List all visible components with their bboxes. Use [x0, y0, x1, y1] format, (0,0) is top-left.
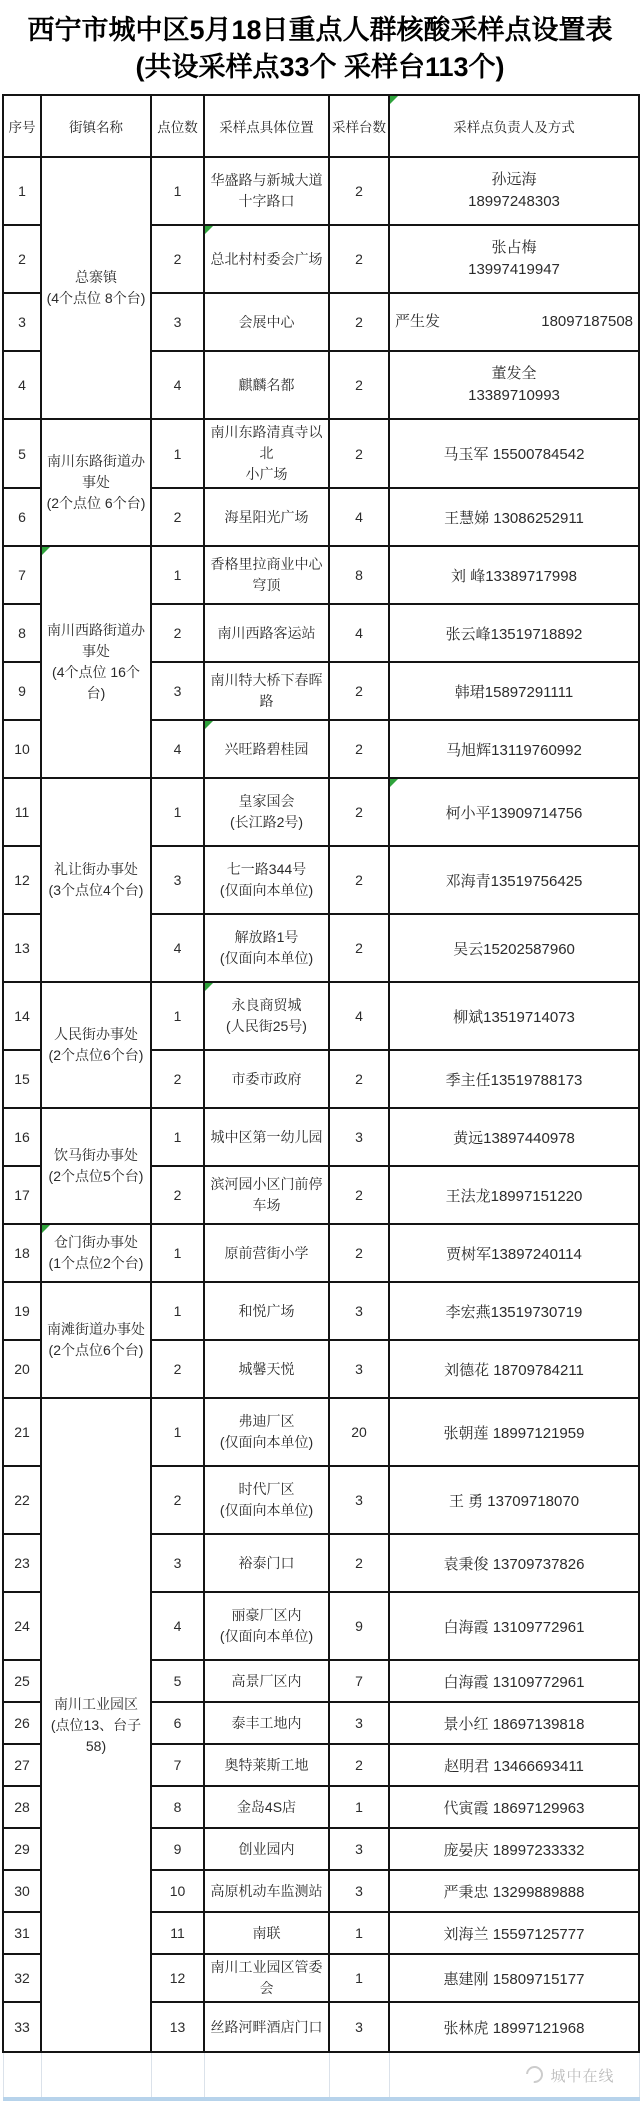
location-cell — [204, 604, 329, 662]
header-row — [3, 95, 639, 157]
point-number-cell: 1 — [151, 1398, 204, 1466]
location-line: (长江路2号) — [229, 814, 304, 830]
point-number-cell: 1 — [151, 157, 204, 225]
street-group-cell — [41, 1224, 151, 1282]
table-row — [3, 982, 639, 1050]
location-cell — [204, 1592, 329, 1660]
location-cell — [204, 293, 329, 351]
location-line: 解放路1号 — [234, 929, 299, 945]
location-line: 海星阳光广场 — [224, 508, 309, 525]
location-line: 南川西路客运站 — [217, 624, 316, 641]
stations-cell: 2 — [329, 1224, 389, 1282]
stations-cell: 3 — [329, 1282, 389, 1340]
street-summary: (2个点位6个台) — [48, 1047, 144, 1063]
location-line: 和悦广场 — [238, 1302, 295, 1319]
column-header: 点位数 — [151, 95, 204, 157]
location-line: 皇家国会 — [238, 793, 295, 809]
table-row — [3, 1282, 639, 1340]
location-cell — [204, 720, 329, 778]
contact-cell: 刘德花 18709784211 — [389, 1340, 639, 1398]
contact-cell: 贾树军13897240114 — [389, 1224, 639, 1282]
contact-line: 18997248303 — [468, 193, 560, 210]
location-cell — [204, 1340, 329, 1398]
location-cell — [204, 488, 329, 546]
location-line: 兴旺路碧桂园 — [224, 740, 309, 757]
street-name: 南川工业园区 — [54, 1695, 138, 1712]
contact-cell — [389, 157, 639, 225]
stations-cell: 3 — [329, 1108, 389, 1166]
stations-cell: 3 — [329, 1702, 389, 1744]
street-summary: (2个点位6个台) — [48, 1342, 144, 1358]
seq-cell: 13 — [3, 914, 41, 982]
seq-cell: 23 — [3, 1534, 41, 1592]
stations-cell: 1 — [329, 1954, 389, 2002]
stations-cell: 2 — [329, 351, 389, 419]
contact-cell: 吴云15202587960 — [389, 914, 639, 982]
location-line: (仅面向本单位) — [219, 950, 314, 966]
street-summary: (4个点位 8个台) — [46, 290, 146, 306]
point-number-cell: 1 — [151, 1108, 204, 1166]
location-cell — [204, 1282, 329, 1340]
point-number-cell: 5 — [151, 1660, 204, 1702]
location-cell — [204, 1912, 329, 1954]
point-number-cell: 2 — [151, 1466, 204, 1534]
street-summary: (4个点位 16个台) — [52, 664, 140, 701]
location-line: 小广场 — [245, 466, 288, 482]
point-number-cell: 1 — [151, 1224, 204, 1282]
table-row — [3, 546, 639, 604]
column-header: 采样点具体位置 — [204, 95, 329, 157]
stations-cell: 4 — [329, 488, 389, 546]
street-group-cell — [41, 982, 151, 1108]
contact-cell: 刘 峰13389717998 — [389, 546, 639, 604]
contact-cell: 代寅霞 18697129963 — [389, 1786, 639, 1828]
contact-cell: 袁秉俊 13709737826 — [389, 1534, 639, 1592]
stations-cell: 2 — [329, 1534, 389, 1592]
title-line-2: (共设采样点33个 采样台113个) — [135, 52, 505, 82]
street-group-cell — [41, 1398, 151, 2052]
location-cell — [204, 982, 329, 1050]
point-number-cell: 4 — [151, 914, 204, 982]
contact-part: 严生发 — [395, 313, 441, 330]
seq-cell: 8 — [3, 604, 41, 662]
location-line: 南川特大桥下春晖路 — [210, 672, 323, 709]
street-summary: (3个点位4个台) — [48, 882, 144, 898]
seq-cell: 31 — [3, 1912, 41, 1954]
point-number-cell: 2 — [151, 1166, 204, 1224]
stations-cell: 20 — [329, 1398, 389, 1466]
title-line-1: 西宁市城中区5月18日重点人群核酸采样点设置表 — [27, 15, 613, 45]
location-line: 香格里拉商业中心穹顶 — [210, 556, 323, 593]
contact-cell: 白海霞 13109772961 — [389, 1660, 639, 1702]
location-cell — [204, 1828, 329, 1870]
street-group-cell — [41, 546, 151, 778]
footer-cell — [204, 2052, 329, 2099]
location-line: 南川东路清真寺以北 — [210, 424, 323, 461]
stations-cell: 8 — [329, 546, 389, 604]
point-number-cell: 2 — [151, 604, 204, 662]
column-header: 街镇名称 — [41, 95, 151, 157]
contact-line: 13389710993 — [468, 387, 560, 404]
point-number-cell: 2 — [151, 225, 204, 293]
location-cell — [204, 1050, 329, 1108]
street-name: 南川东路街道办事处 — [47, 453, 145, 490]
location-line: 高景厂区内 — [231, 1672, 302, 1689]
table-row — [3, 419, 639, 488]
point-number-cell: 4 — [151, 720, 204, 778]
contact-cell: 李宏燕13519730719 — [389, 1282, 639, 1340]
location-cell — [204, 419, 329, 488]
column-header: 采样台数 — [329, 95, 389, 157]
contact-cell: 柯小平13909714756 — [389, 778, 639, 846]
location-cell — [204, 2002, 329, 2052]
stations-cell: 4 — [329, 982, 389, 1050]
seq-cell: 9 — [3, 662, 41, 720]
location-line: 永良商贸城 — [231, 997, 302, 1013]
point-number-cell: 1 — [151, 1282, 204, 1340]
location-line: 南联 — [252, 1924, 281, 1941]
location-line: 丝路河畔酒店门口 — [210, 2018, 323, 2035]
point-number-cell: 10 — [151, 1870, 204, 1912]
location-line: (人民街25号) — [226, 1018, 307, 1034]
street-name: 南滩街道办事处 — [47, 1321, 145, 1337]
seq-cell: 11 — [3, 778, 41, 846]
contact-cell: 张林虎 18997121968 — [389, 2002, 639, 2052]
column-header: 采样点负责人及方式 — [389, 95, 639, 157]
seq-cell: 1 — [3, 157, 41, 225]
street-name: 仓门街办事处 — [54, 1234, 138, 1250]
seq-cell: 22 — [3, 1466, 41, 1534]
stations-cell: 9 — [329, 1592, 389, 1660]
point-number-cell: 4 — [151, 351, 204, 419]
contact-spread — [392, 311, 636, 333]
table-row — [3, 1398, 639, 1466]
location-cell — [204, 1466, 329, 1534]
seq-cell: 32 — [3, 1954, 41, 2002]
stations-cell: 3 — [329, 2002, 389, 2052]
street-summary: (2个点位5个台) — [48, 1168, 144, 1184]
location-line: 时代厂区 — [238, 1481, 295, 1497]
location-cell — [204, 1954, 329, 2002]
table-row — [3, 157, 639, 225]
seq-cell: 12 — [3, 846, 41, 914]
point-number-cell: 13 — [151, 2002, 204, 2052]
seq-cell: 16 — [3, 1108, 41, 1166]
location-line: 总北村村委会广场 — [210, 250, 323, 267]
stations-cell: 4 — [329, 604, 389, 662]
street-name: 南川西路街道办事处 — [47, 622, 145, 659]
street-name: 人民街办事处 — [54, 1026, 138, 1042]
stations-cell: 2 — [329, 914, 389, 982]
seq-cell: 7 — [3, 546, 41, 604]
location-cell — [204, 1224, 329, 1282]
location-cell — [204, 1702, 329, 1744]
street-group-cell — [41, 1282, 151, 1398]
street-summary: (1个点位2个台) — [48, 1255, 144, 1271]
seq-cell: 27 — [3, 1744, 41, 1786]
location-cell — [204, 157, 329, 225]
stations-cell: 1 — [329, 1912, 389, 1954]
stations-cell: 3 — [329, 1828, 389, 1870]
contact-cell: 王 勇 13709718070 — [389, 1466, 639, 1534]
stations-cell: 2 — [329, 293, 389, 351]
stations-cell: 2 — [329, 225, 389, 293]
footer-cell — [151, 2052, 204, 2099]
footer-row — [3, 2052, 639, 2099]
contact-cell — [389, 225, 639, 293]
location-line: 高原机动车监测站 — [210, 1882, 323, 1899]
seq-cell: 29 — [3, 1828, 41, 1870]
location-cell — [204, 546, 329, 604]
seq-cell: 25 — [3, 1660, 41, 1702]
location-cell — [204, 778, 329, 846]
contact-cell: 马玉军 15500784542 — [389, 419, 639, 488]
street-name: 饮马街办事处 — [54, 1147, 138, 1163]
contact-part: 18097187508 — [541, 313, 633, 330]
point-number-cell: 3 — [151, 293, 204, 351]
stations-cell: 2 — [329, 662, 389, 720]
seq-cell: 18 — [3, 1224, 41, 1282]
point-number-cell: 7 — [151, 1744, 204, 1786]
location-line: 弗迪厂区 — [238, 1413, 295, 1429]
seq-cell: 26 — [3, 1702, 41, 1744]
stations-cell: 3 — [329, 1340, 389, 1398]
contact-cell: 赵明君 13466693411 — [389, 1744, 639, 1786]
table-row — [3, 1224, 639, 1282]
street-group-cell — [41, 157, 151, 419]
table-row — [3, 778, 639, 846]
location-cell — [204, 1786, 329, 1828]
location-line: (仅面向本单位) — [219, 1434, 314, 1450]
location-cell — [204, 1166, 329, 1224]
street-name: 总寨镇 — [75, 269, 117, 285]
contact-cell: 严秉忠 13299889888 — [389, 1870, 639, 1912]
stations-cell: 2 — [329, 846, 389, 914]
stations-cell: 2 — [329, 1050, 389, 1108]
contact-line: 董发全 — [491, 365, 537, 382]
point-number-cell: 11 — [151, 1912, 204, 1954]
seq-cell: 21 — [3, 1398, 41, 1466]
location-line: 泰丰工地内 — [231, 1714, 302, 1731]
seq-cell: 28 — [3, 1786, 41, 1828]
seq-cell: 3 — [3, 293, 41, 351]
location-cell — [204, 225, 329, 293]
contact-line: 张占梅 — [491, 239, 537, 256]
page-title — [0, 0, 640, 94]
point-number-cell: 2 — [151, 1050, 204, 1108]
contact-cell: 韩珺15897291111 — [389, 662, 639, 720]
contact-cell: 王法龙18997151220 — [389, 1166, 639, 1224]
point-number-cell: 8 — [151, 1786, 204, 1828]
contact-cell: 张朝莲 18997121959 — [389, 1398, 639, 1466]
location-cell — [204, 351, 329, 419]
point-number-cell: 3 — [151, 846, 204, 914]
column-header: 序号 — [3, 95, 41, 157]
seq-cell: 20 — [3, 1340, 41, 1398]
location-line: (仅面向本单位) — [219, 882, 314, 898]
location-line: 南川工业园区管委会 — [210, 1959, 323, 1996]
footer-cell — [329, 2052, 389, 2099]
location-cell — [204, 1534, 329, 1592]
seq-cell: 24 — [3, 1592, 41, 1660]
contact-cell: 马旭辉13119760992 — [389, 720, 639, 778]
contact-line: 13997419947 — [468, 261, 560, 278]
street-group-cell — [41, 419, 151, 546]
point-number-cell: 1 — [151, 546, 204, 604]
seq-cell: 19 — [3, 1282, 41, 1340]
stations-cell: 1 — [329, 1786, 389, 1828]
location-cell — [204, 662, 329, 720]
point-number-cell: 3 — [151, 662, 204, 720]
contact-cell — [389, 351, 639, 419]
point-number-cell: 1 — [151, 778, 204, 846]
stations-cell: 2 — [329, 778, 389, 846]
location-line: 麒麟名都 — [238, 376, 295, 393]
stations-cell: 2 — [329, 157, 389, 225]
contact-cell: 白海霞 13109772961 — [389, 1592, 639, 1660]
stations-cell: 2 — [329, 1166, 389, 1224]
contact-cell: 柳斌13519714073 — [389, 982, 639, 1050]
seq-cell: 10 — [3, 720, 41, 778]
watermark-text: 城中在线 — [550, 2067, 615, 2085]
contact-cell: 庞晏庆 18997233332 — [389, 1828, 639, 1870]
stations-cell: 2 — [329, 419, 389, 488]
watermark-cell — [389, 2052, 639, 2099]
contact-cell: 季主任13519788173 — [389, 1050, 639, 1108]
watermark-logo-icon — [523, 2062, 547, 2086]
seq-cell: 17 — [3, 1166, 41, 1224]
point-number-cell: 3 — [151, 1534, 204, 1592]
sampling-table — [2, 94, 640, 2101]
point-number-cell: 2 — [151, 488, 204, 546]
seq-cell: 33 — [3, 2002, 41, 2052]
contact-cell — [389, 293, 639, 351]
stations-cell: 3 — [329, 1466, 389, 1534]
location-cell — [204, 846, 329, 914]
stations-cell: 7 — [329, 1660, 389, 1702]
location-line: 市委市政府 — [231, 1070, 302, 1087]
location-line: 原前营街小学 — [224, 1244, 309, 1261]
contact-line: 孙远海 — [491, 171, 537, 188]
location-cell — [204, 1398, 329, 1466]
point-number-cell: 2 — [151, 1340, 204, 1398]
street-summary: (点位13、台子58) — [50, 1716, 142, 1754]
location-line: 金岛4S店 — [236, 1798, 297, 1815]
location-line: 城馨天悦 — [238, 1360, 295, 1377]
street-summary: (2个点位 6个台) — [46, 495, 146, 511]
seq-cell: 5 — [3, 419, 41, 488]
seq-cell: 2 — [3, 225, 41, 293]
contact-cell: 黄远13897440978 — [389, 1108, 639, 1166]
stations-cell: 3 — [329, 1870, 389, 1912]
contact-cell: 惠建刚 15809715177 — [389, 1954, 639, 2002]
point-number-cell: 6 — [151, 1702, 204, 1744]
street-group-cell — [41, 778, 151, 982]
location-cell — [204, 1660, 329, 1702]
location-line: 创业园内 — [238, 1840, 295, 1857]
seq-cell: 30 — [3, 1870, 41, 1912]
location-cell — [204, 1108, 329, 1166]
point-number-cell: 9 — [151, 1828, 204, 1870]
point-number-cell: 1 — [151, 982, 204, 1050]
street-name: 礼让街办事处 — [54, 861, 138, 877]
footer-cell — [41, 2052, 151, 2099]
location-cell — [204, 1870, 329, 1912]
seq-cell: 15 — [3, 1050, 41, 1108]
location-line: 城中区第一幼儿园 — [210, 1128, 323, 1145]
location-line: 丽豪厂区内 — [231, 1607, 302, 1623]
location-line: 七一路344号 — [226, 861, 307, 877]
location-line: 会展中心 — [238, 313, 295, 330]
location-line: (仅面向本单位) — [219, 1628, 314, 1644]
stations-cell: 2 — [329, 1744, 389, 1786]
location-line: 十字路口 — [238, 193, 295, 209]
location-cell — [204, 1744, 329, 1786]
table-row — [3, 1108, 639, 1166]
location-line: (仅面向本单位) — [219, 1502, 314, 1518]
point-number-cell: 1 — [151, 419, 204, 488]
point-number-cell: 12 — [151, 1954, 204, 2002]
location-line: 奥特莱斯工地 — [224, 1756, 309, 1773]
street-group-cell — [41, 1108, 151, 1224]
contact-cell: 刘海兰 15597125777 — [389, 1912, 639, 1954]
point-number-cell: 4 — [151, 1592, 204, 1660]
footer-cell — [3, 2052, 41, 2099]
contact-cell: 王慧娣 13086252911 — [389, 488, 639, 546]
location-cell — [204, 914, 329, 982]
contact-cell: 邓海青13519756425 — [389, 846, 639, 914]
stations-cell: 2 — [329, 720, 389, 778]
seq-cell: 14 — [3, 982, 41, 1050]
seq-cell: 6 — [3, 488, 41, 546]
contact-cell: 张云峰13519718892 — [389, 604, 639, 662]
location-line: 滨河园小区门前停车场 — [210, 1176, 323, 1213]
seq-cell: 4 — [3, 351, 41, 419]
location-line: 裕泰门口 — [238, 1554, 295, 1571]
contact-cell: 景小红 18697139818 — [389, 1702, 639, 1744]
location-line: 华盛路与新城大道 — [210, 172, 323, 188]
